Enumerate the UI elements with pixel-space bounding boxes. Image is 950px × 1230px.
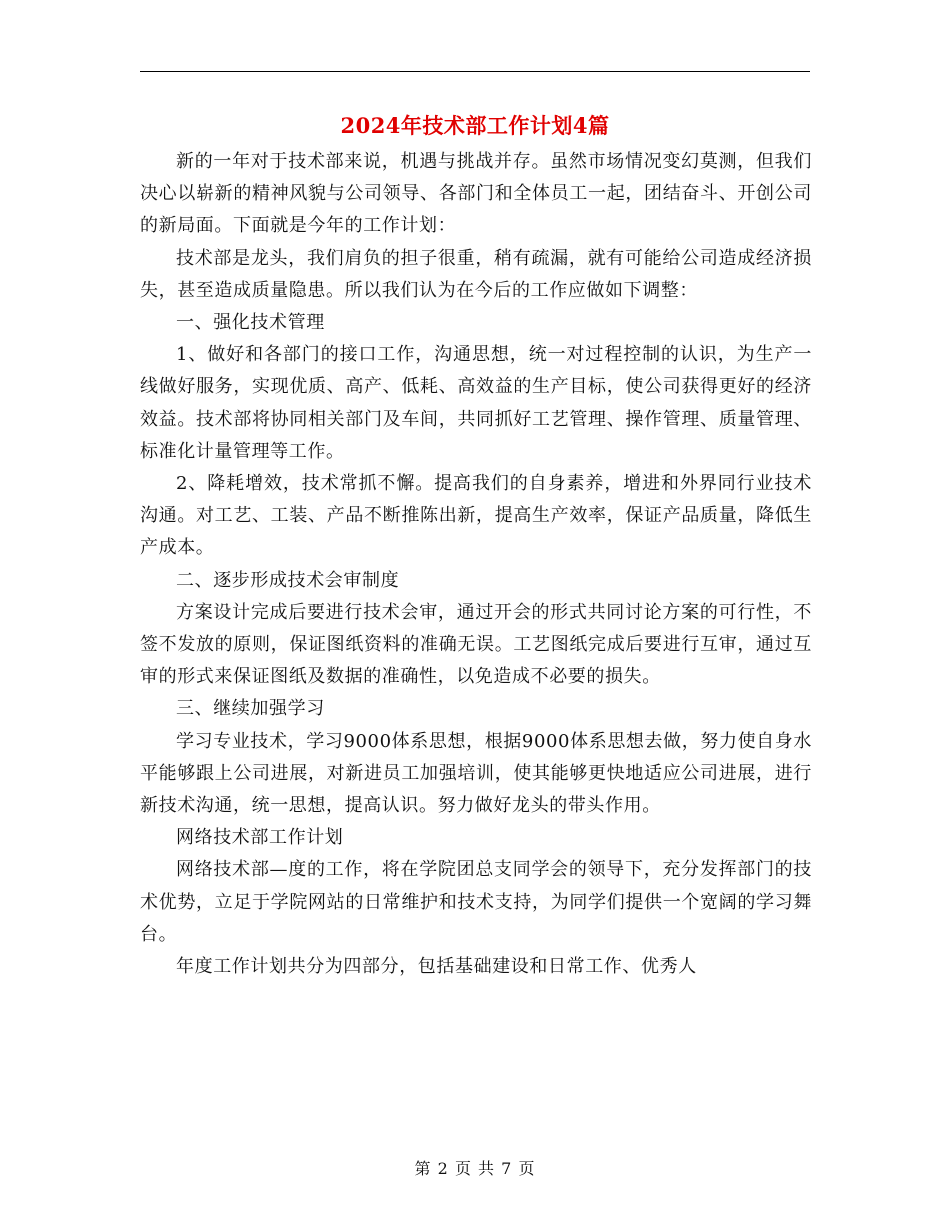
paragraph-annual-plan: 年度工作计划共分为四部分，包括基础建设和日常工作、优秀人 [176, 956, 697, 978]
footer-page-word: 页 [454, 1159, 472, 1178]
footer-suffix: 页 [518, 1159, 536, 1178]
section-heading-network: 网络技术部工作计划 [176, 827, 344, 849]
section-heading-3: 三、继续加强学习 [176, 698, 325, 720]
paragraph-technical-review: 方案设计完成后要进行技术会审，通过开会的形式共同讨论方案的可行性，不签不发放的原则，保证图纸资料的准确无误。工艺图纸完成后要进行互审，通过互审的形式来保证图纸及数据的准确性，以免造成不必要的损失。 [140, 601, 812, 688]
paragraph-role: 技术部是龙头，我们肩负的担子很重，稍有疏漏，就有可能给公司造成经济损失，甚至造成质量隐患。所以我们认为在今后的工作应做如下调整： [140, 247, 812, 301]
footer-current-page: 2 [437, 1159, 449, 1178]
page-footer [0, 1156, 950, 1179]
document-body [140, 146, 812, 983]
paragraph-interface-work: 1、做好和各部门的接口工作，沟通思想，统一对过程控制的认识，为生产一线做好服务，实现优质、高产、低耗、高效益的生产目标，使公司获得更好的经济效益。技术部将协同相关部门及车间，共同抓好工艺管理、操作管理、质量管理、标准化计量管理等工作。 [140, 344, 812, 462]
paragraph-intro: 新的一年对于技术部来说，机遇与挑战并存。虽然市场情况变幻莫测，但我们决心以崭新的精神风貌与公司领导、各部门和全体员工一起，团结奋斗、开创公司的新局面。下面就是今年的工作计划： [140, 151, 812, 237]
paragraph-cost-reduction: 2、降耗增效，技术常抓不懈。提高我们的自身素养，增进和外界同行业技术沟通。对工艺、工装、产品不断推陈出新，提高生产效率，保证产品质量，降低生产成本。 [140, 473, 812, 559]
paragraph-network-dept: 网络技术部—度的工作，将在学院团总支同学会的领导下，充分发挥部门的技术优势，立足于学院网站的日常维护和技术支持，为同学们提供一个宽阔的学习舞台。 [140, 859, 812, 945]
paragraph-learning: 学习专业技术，学习9000体系思想，根据9000体系思想去做，努力使自身水平能够跟上公司进展，对新进员工加强培训，使其能够更快地适应公司进展，进行新技术沟通，统一思想，提高认识。努力做好龙头的带头作用。 [140, 730, 812, 817]
footer-total-pages: 7 [501, 1159, 513, 1178]
header-rule [140, 71, 810, 72]
footer-prefix: 第 [414, 1159, 432, 1178]
document-title: 2024年技术部工作计划4篇 [340, 113, 610, 138]
section-heading-2: 二、逐步形成技术会审制度 [176, 569, 400, 591]
footer-total-word: 共 [478, 1159, 496, 1178]
section-heading-1: 一、强化技术管理 [176, 312, 325, 334]
